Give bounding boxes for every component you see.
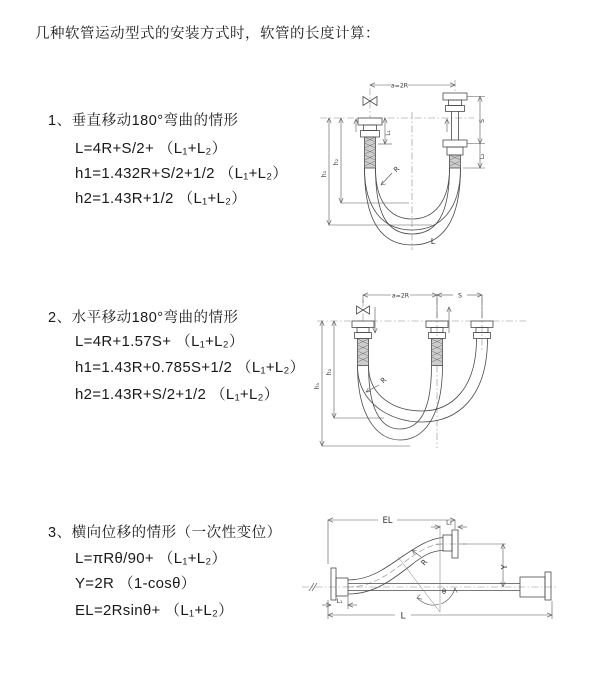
dim-label-h1: h₁	[321, 170, 328, 178]
dim-label-l2: L₂	[480, 153, 486, 160]
braid-hatch-middle	[432, 339, 443, 366]
section-2-formula-h2: h2=1.43R+S/2+1/2 （L₁+L₂）	[75, 386, 280, 403]
hose-and-fittings	[352, 306, 493, 440]
section-1-heading: 1、垂直移动180°弯曲的情形	[48, 113, 239, 129]
page-title: 几种软管运动型式的安装方式时，软管的长度计算：	[35, 26, 380, 42]
dim-label-r: R	[379, 375, 389, 386]
dim-label-a2r: a=2R	[390, 82, 409, 90]
dim-label-s: S	[458, 292, 462, 300]
centerlines	[317, 298, 527, 448]
section-2-formula-h1: h1=1.43R+0.785S+1/2 （L₁+L₂）	[75, 359, 305, 376]
dim-label-h2: h₂	[326, 368, 333, 376]
centerlines	[302, 544, 556, 587]
dim-label-theta: θ	[441, 588, 447, 596]
diagram-horizontal-180	[312, 288, 547, 460]
dim-label-r: R	[392, 164, 402, 175]
braid-hatch-left	[358, 339, 369, 366]
hose-and-fittings	[309, 530, 551, 600]
valve-icon	[357, 306, 370, 314]
section-2-heading: 2、水平移动180°弯曲的情形	[48, 310, 239, 326]
section-2-formula-L: L=4R+1.57S+ （L₁+L₂）	[75, 333, 245, 350]
dim-label-s: S	[479, 119, 486, 123]
braid-hatch-right	[450, 155, 461, 168]
dim-label-l1: L₁	[386, 130, 392, 136]
section-3-formula-L: L=πRθ/90+ （L₁+L₂）	[75, 550, 227, 567]
dim-label-y: Y	[500, 564, 509, 570]
dimensions	[320, 293, 482, 446]
section-1-formula-h1: h1=1.432R+S/2+1/2 （L₁+L₂）	[75, 165, 288, 182]
section-3-formula-EL: EL=2Rsinθ+ （L₁+L₂）	[75, 602, 234, 619]
hose-and-fittings	[358, 93, 467, 245]
diagram-vertical-180	[312, 72, 537, 257]
dimensions	[322, 518, 552, 619]
dim-label-h2: h₂	[333, 158, 340, 166]
section-1-formula-h2: h2=1.43R+1/2 （L₁+L₂）	[75, 190, 247, 207]
dim-label-el: EL	[382, 516, 393, 526]
dim-label-l: L	[400, 611, 406, 622]
dim-label-l2: L₂	[446, 519, 452, 527]
diagram-labels	[321, 82, 486, 246]
dim-label-r: R	[418, 557, 430, 568]
braid-hatch-left	[365, 137, 376, 168]
section-1-formula-L: L=4R+S/2+ （L₁+L₂）	[75, 140, 227, 157]
dim-label-a2r: a=2R	[391, 292, 410, 300]
dim-label-l: L	[430, 237, 436, 246]
diagram-lateral-displacement	[298, 500, 563, 652]
dim-label-h1: h₁	[314, 382, 321, 390]
section-3-formula-Y: Y=2R （1-cosθ）	[75, 575, 197, 592]
construction-lines	[398, 525, 440, 612]
section-3-heading: 3、横向位移的情形（一次性变位）	[48, 525, 282, 541]
diagram-labels	[337, 516, 509, 622]
dim-label-l1: L₁	[336, 598, 343, 605]
